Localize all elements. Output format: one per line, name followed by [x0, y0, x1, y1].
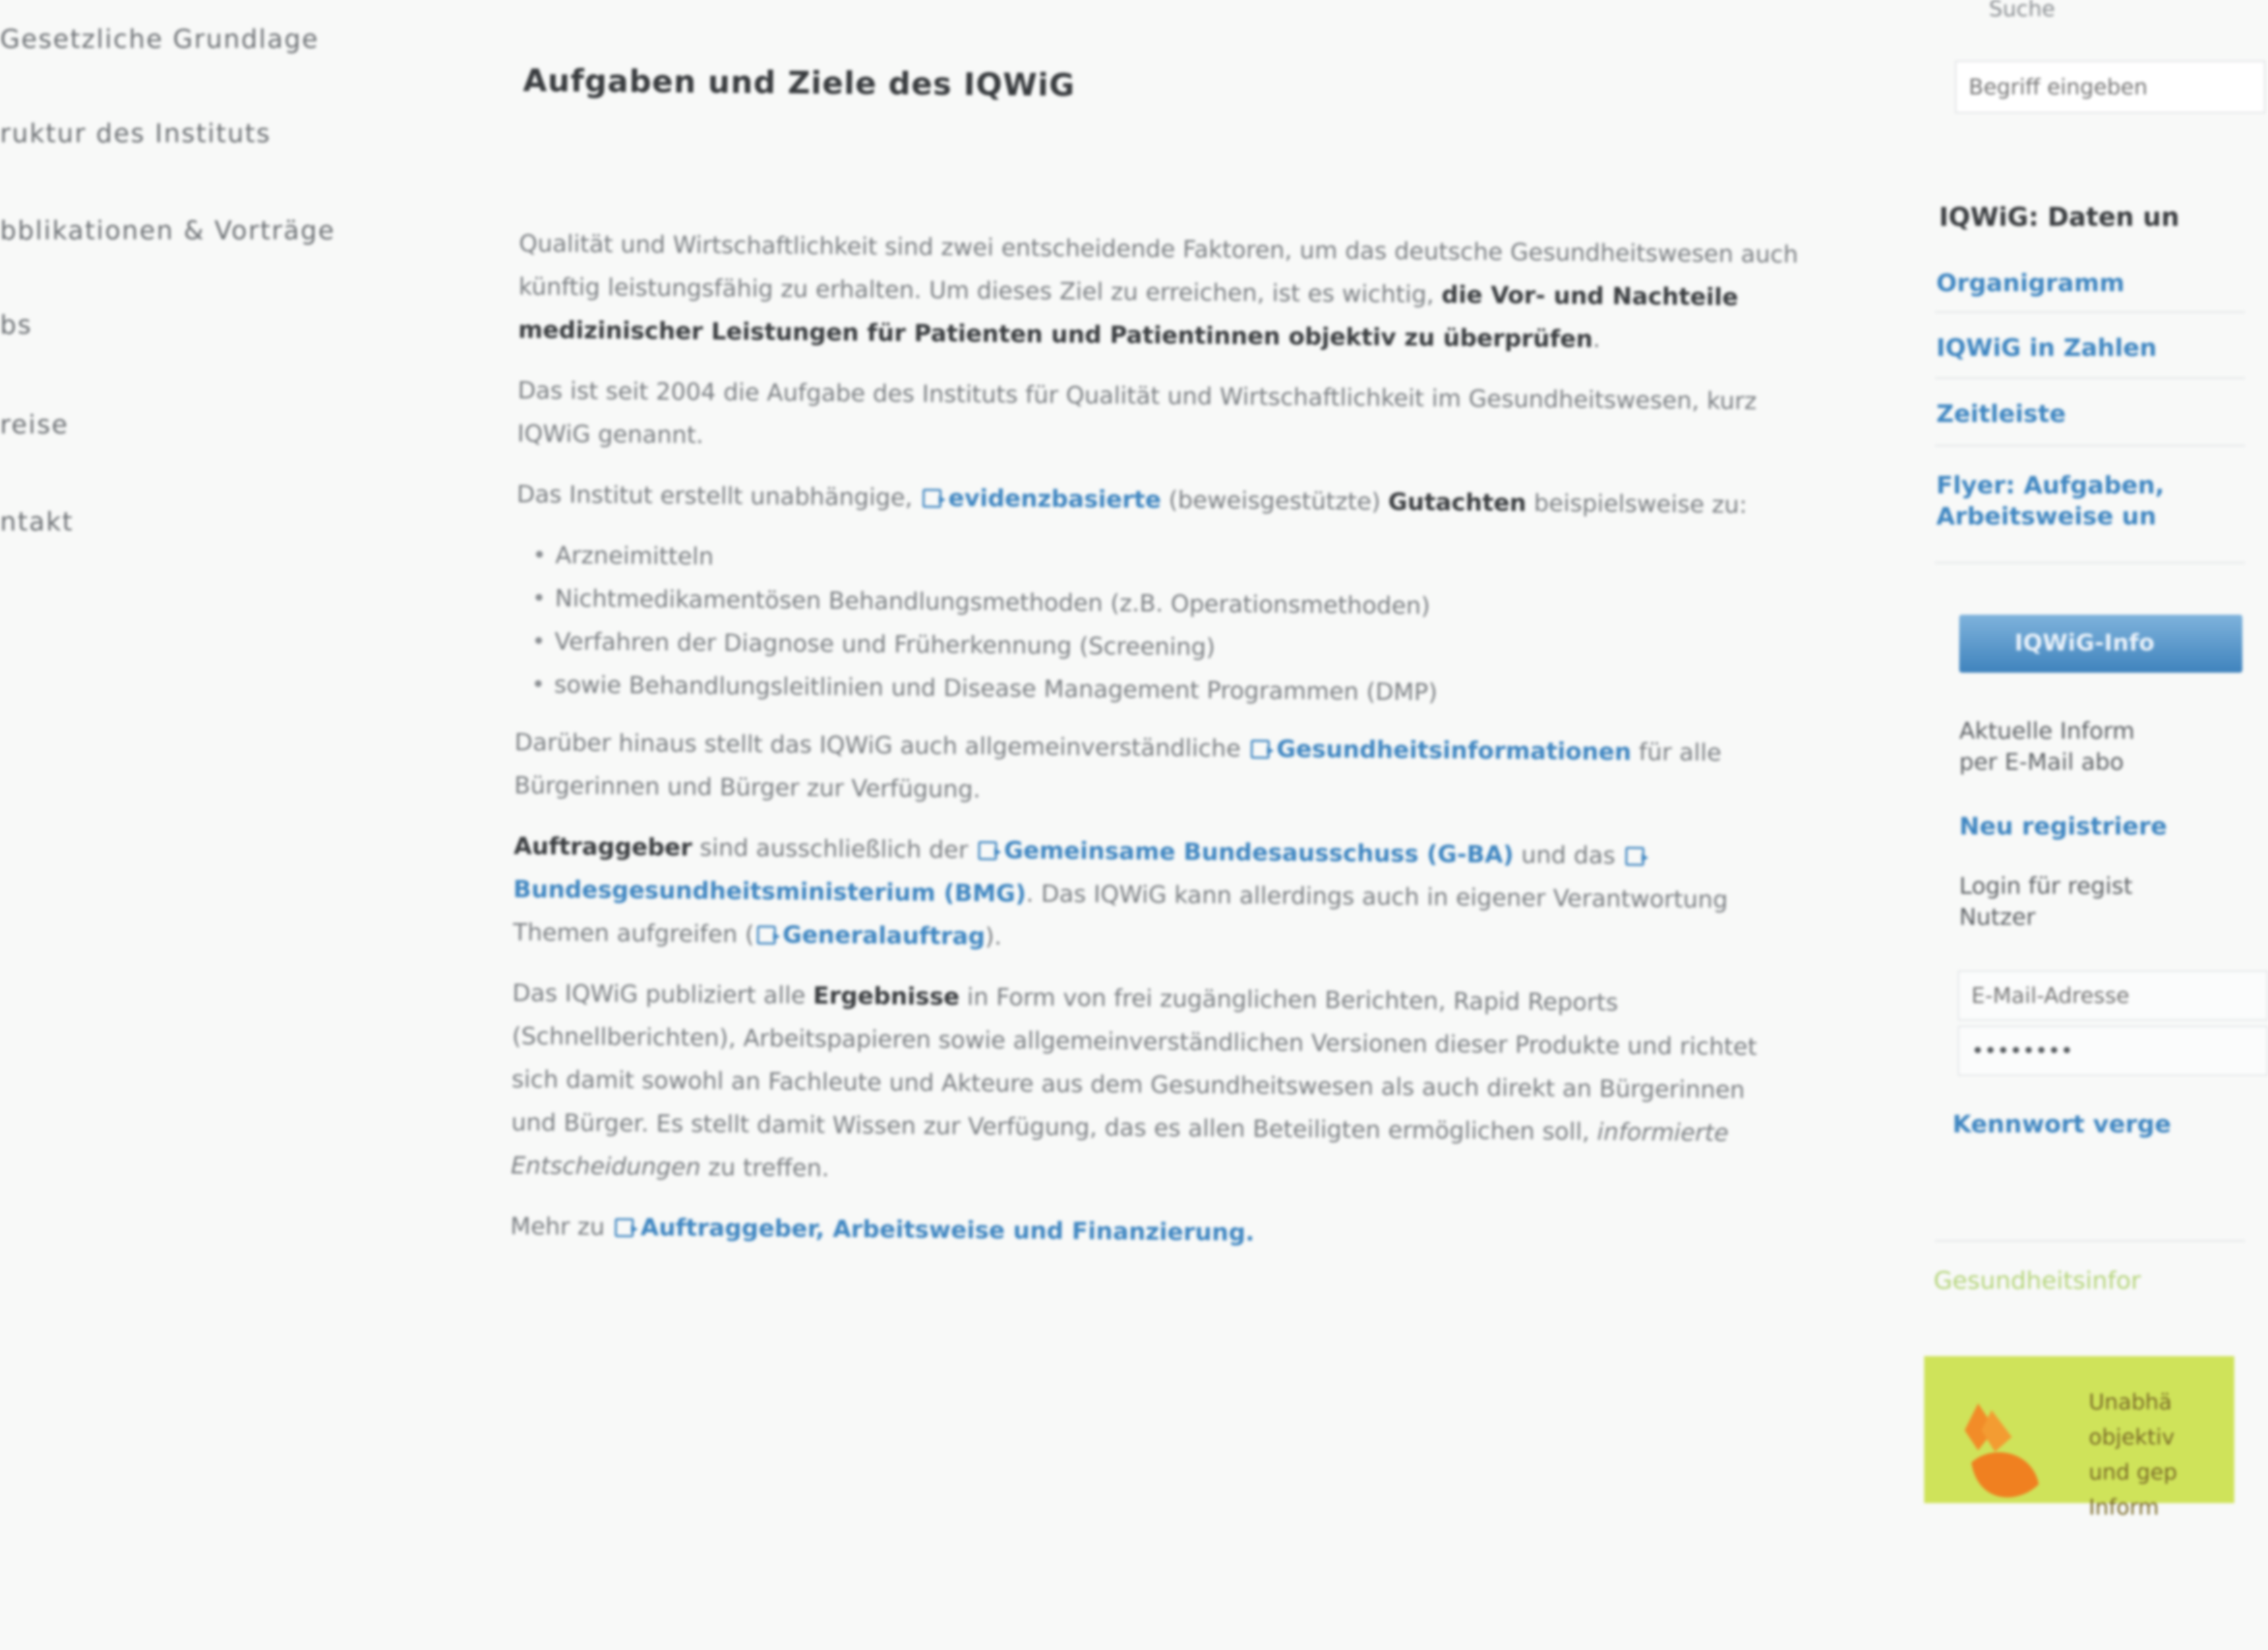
g-ba-link[interactable]: Gemeinsame Bundesausschuss (G-BA)	[976, 837, 1514, 869]
intro-paragraph: Qualität und Wirtschaftlichkeit sind zwei entscheidende Faktoren, um das deutsche Gesundheitswesen auch künftig leistungsfähig zu erhalten. Um dieses Ziel zu erreichen, ist es wichtig, die Vor- und Nachteile medizinischer Leistungen für Patienten und Patientinnen objektiv zu überprüfen.	[518, 230, 1799, 354]
nav-item-publikationen[interactable]: bblikationen & Vorträge	[0, 216, 336, 245]
page-title: Aufgaben und Ziele des IQWiG	[523, 62, 1075, 104]
iqwig-info-banner[interactable]: IQWiG-Info	[1959, 615, 2242, 673]
gutachten-list	[515, 534, 1797, 718]
external-link-icon	[1251, 740, 1270, 759]
since-2004-paragraph: Das ist seit 2004 die Aufgabe des Instituts für Qualität und Wirtschaftlichkeit im Gesundheitswesen, kurz IQWiG genannt.	[517, 377, 1757, 450]
list-item: • Nichtmedikamentösen Behandlungsmethoden (z.B. Operationsmethoden)	[532, 577, 1797, 631]
nav-item-gesetzliche-grundlage[interactable]: Gesetzliche Grundlage	[0, 24, 320, 54]
nav-item-struktur[interactable]: ruktur des Instituts	[0, 119, 272, 148]
search-label: Suche	[1989, 0, 2056, 22]
password-field[interactable]	[1958, 1026, 2268, 1076]
list-item: • Verfahren der Diagnose und Früherkennung (Screening)	[531, 620, 1796, 674]
newsletter-text: Aktuelle Inform per E-Mail abo	[1959, 718, 2135, 776]
divider	[1935, 311, 2245, 313]
internal-link-icon	[923, 489, 942, 508]
internal-link-icon	[757, 925, 776, 944]
forgot-password-link[interactable]: Kennwort verge	[1952, 1111, 2172, 1138]
generalauftrag-link[interactable]: Generalauftrag	[754, 921, 986, 950]
evidenzbasierte-link[interactable]: evidenzbasierte	[920, 485, 1161, 514]
auftraggeber-arbeitsweise-link[interactable]: Auftraggeber, Arbeitsweise und Finanzierung.	[612, 1214, 1255, 1246]
right-sidebar	[1915, 0, 2201, 1650]
divider	[1935, 445, 2245, 446]
external-link-icon	[978, 841, 997, 860]
login-text: Login für regist Nutzer	[1959, 873, 2133, 931]
organigramm-link[interactable]: Organigramm	[1936, 270, 2125, 297]
bmg-link[interactable]: Bundesgesundheitsministerium (BMG)	[513, 843, 1651, 907]
gesundheitsinformation-teaser[interactable]	[1924, 1356, 2234, 1520]
nav-item-preise[interactable]: reise	[0, 410, 69, 439]
intro-highlight: die Vor- und Nachteile medizinischer Leistungen für Patienten und Patientinnen objektiv zu überprüfen	[518, 281, 1739, 353]
divider	[1935, 562, 2245, 563]
daten-heading: IQWiG: Daten un	[1939, 202, 2180, 232]
list-item: • Arzneimitteln	[532, 534, 1797, 588]
internal-link-icon	[615, 1218, 634, 1237]
main-content	[499, 0, 1820, 1650]
gutachten-paragraph: Das Institut erstellt unabhängige, evidenzbasierte (beweisgestützte) Gutachten beispielsweise zu:	[516, 481, 1748, 519]
nav-item-kontakt[interactable]: ntakt	[0, 507, 74, 537]
divider	[1935, 377, 2245, 379]
ergebnisse-paragraph: Das IQWiG publiziert alle Ergebnisse in Form von frei zugänglichen Berichten, Rapid Reports (Schnellberichten), Arbeitspapieren sowie allgemeinverständlichen Versionen dieser Produkte und richtet sich damit sowohl an Fachleute und Akteure aus dem Gesundheitswesen als auch direkt an Bürgerinnen und Bürger. Es stellt damit Wissen zur Verfügung, das es allen Beteiligten ermöglichen soll, informierte Entscheidungen zu treffen.	[510, 979, 1758, 1183]
iqwig-in-zahlen-link[interactable]: IQWiG in Zahlen	[1936, 334, 2157, 362]
list-item: • sowie Behandlungsleitlinien und Disease Management Programmen (DMP)	[531, 663, 1796, 717]
divider	[1935, 1240, 2245, 1242]
more-paragraph: Mehr zu Auftraggeber, Arbeitsweise und Finanzierung.	[510, 1213, 1255, 1247]
gesundheitsinformationen-link[interactable]: Gesundheitsinformationen	[1248, 735, 1632, 766]
email-field[interactable]	[1958, 971, 2268, 1020]
auftraggeber-paragraph: Auftraggeber sind ausschließlich der Gemeinsame Bundesausschuss (G-BA) und das Bundesgesundheitsministerium (BMG). Das IQWiG kann allerdings auch in eigener Verantwortung Themen aufgreifen ( Generalauftrag).	[512, 832, 1728, 951]
article-body	[510, 222, 1799, 1277]
search-input[interactable]	[1955, 61, 2265, 113]
register-link[interactable]: Neu registriere	[1959, 813, 2168, 841]
gesundheitsinformationen-paragraph: Darüber hinaus stellt das IQWiG auch allgemeinverständliche Gesundheitsinformationen für alle Bürgerinnen und Bürger zur Verfügung.	[514, 729, 1722, 804]
teaser-text: Unabhä objektiv und gep Inform	[2089, 1389, 2178, 1520]
external-link-icon	[1625, 847, 1644, 865]
zeitleiste-link[interactable]: Zeitleiste	[1936, 400, 2066, 428]
flyer-link[interactable]: Flyer: Aufgaben, Arbeitsweise un	[1936, 472, 2165, 530]
fox-logo-icon	[1965, 1403, 2046, 1503]
nav-item-jobs[interactable]: bs	[0, 310, 32, 340]
gesundheitsinformation-link[interactable]: Gesundheitsinfor	[1934, 1267, 2141, 1295]
